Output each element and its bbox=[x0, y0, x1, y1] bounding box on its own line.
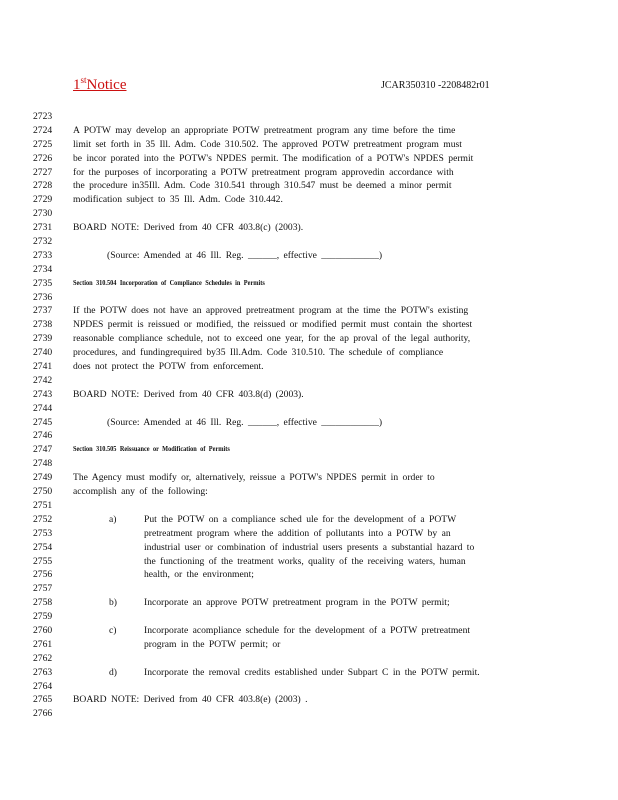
list-item-text: the functioning of the treatment works, quality of the receiving waters, human bbox=[144, 555, 466, 567]
document-line bbox=[33, 707, 593, 721]
document-line bbox=[33, 610, 593, 624]
document-line bbox=[33, 693, 593, 707]
line-number: 2742 bbox=[33, 374, 53, 386]
line-text: BOARD NOTE: Derived from 40 CFR 403.8(e) (2003) . bbox=[73, 694, 308, 706]
line-number: 2725 bbox=[33, 138, 53, 150]
document-line bbox=[33, 471, 593, 485]
document-line bbox=[33, 416, 593, 430]
line-number: 2754 bbox=[33, 541, 53, 553]
line-number: 2726 bbox=[33, 152, 53, 164]
line-number: 2764 bbox=[33, 680, 53, 692]
document-line bbox=[33, 360, 593, 374]
document-line bbox=[33, 638, 593, 652]
line-text: If the POTW does not have an approved pretreatment program at the time the POTW's existing bbox=[73, 305, 469, 317]
line-text: The Agency must modify or, alternatively, reissue a POTW's NPDES permit in order to bbox=[73, 472, 435, 484]
jcar-code: JCAR350310 -2208482r01 bbox=[381, 80, 490, 91]
line-number: 2751 bbox=[33, 499, 53, 511]
document-line bbox=[33, 263, 593, 277]
list-item-label: a) bbox=[109, 513, 117, 525]
line-number: 2724 bbox=[33, 124, 53, 136]
list-item-label: b) bbox=[109, 597, 117, 609]
line-number: 2759 bbox=[33, 611, 53, 623]
document-line bbox=[33, 304, 593, 318]
line-number: 2735 bbox=[33, 277, 53, 289]
document-line bbox=[33, 582, 593, 596]
document-line bbox=[33, 235, 593, 249]
list-item-label: d) bbox=[109, 666, 117, 678]
document-line bbox=[33, 124, 593, 138]
list-item-label: c) bbox=[109, 624, 117, 636]
document-line bbox=[33, 291, 593, 305]
document-line bbox=[33, 652, 593, 666]
line-text: reasonable compliance schedule, not to exceed one year, for the ap proval of the legal authority, bbox=[73, 333, 471, 345]
source-note: (Source: Amended at 46 Ill. Reg. ______, effective ____________) bbox=[107, 249, 383, 261]
line-text: BOARD NOTE: Derived from 40 CFR 403.8(d) (2003). bbox=[73, 388, 304, 400]
line-number: 2761 bbox=[33, 638, 53, 650]
document-line bbox=[33, 624, 593, 638]
line-text: limit set forth in 35 Ill. Adm. Code 310.502. The approved POTW pretreatment program must bbox=[73, 138, 462, 150]
list-item-text: Incorporate an approve POTW pretreatment program in the POTW permit; bbox=[144, 597, 450, 609]
line-number: 2750 bbox=[33, 486, 53, 498]
line-number: 2752 bbox=[33, 513, 53, 525]
line-number: 2727 bbox=[33, 166, 53, 178]
line-number: 2734 bbox=[33, 263, 53, 275]
line-number: 2729 bbox=[33, 194, 53, 206]
line-number: 2747 bbox=[33, 444, 53, 456]
line-number: 2746 bbox=[33, 430, 53, 442]
line-number: 2723 bbox=[33, 111, 53, 122]
document-line bbox=[33, 388, 593, 402]
line-number: 2736 bbox=[33, 291, 53, 303]
list-item-text: Incorporate acompliance schedule for the development of a POTW pretreatment bbox=[144, 624, 471, 636]
line-number: 2765 bbox=[33, 694, 53, 706]
line-number: 2757 bbox=[33, 583, 53, 595]
document-line bbox=[33, 541, 593, 555]
line-number: 2743 bbox=[33, 388, 53, 400]
line-number: 2748 bbox=[33, 458, 53, 470]
document-line bbox=[33, 346, 593, 360]
document-line bbox=[33, 499, 593, 513]
document-line bbox=[33, 138, 593, 152]
document-line bbox=[33, 457, 593, 471]
line-number: 2731 bbox=[33, 222, 53, 234]
list-item-text: program in the POTW permit; or bbox=[144, 638, 281, 650]
source-note: (Source: Amended at 46 Ill. Reg. ______, effective ____________) bbox=[107, 416, 383, 428]
line-text: accomplish any of the following: bbox=[73, 486, 208, 498]
list-item-text: industrial user or combination of industrial users presents a substantial hazard to bbox=[144, 541, 475, 553]
line-text: modification subject to 35 Ill. Adm. Code 310.442. bbox=[73, 194, 283, 206]
line-number: 2740 bbox=[33, 347, 53, 359]
line-number: 2733 bbox=[33, 249, 53, 261]
document-line bbox=[33, 527, 593, 541]
document-line bbox=[33, 110, 593, 124]
document-line bbox=[33, 443, 593, 457]
line-text: the procedure in35Ill. Adm. Code 310.541 through 310.547 must be deemed a minor permit bbox=[73, 180, 452, 192]
line-number: 2739 bbox=[33, 333, 53, 345]
line-number: 2762 bbox=[33, 652, 53, 664]
document-line bbox=[33, 249, 593, 263]
section-heading: Section 310.504 Incorporation of Compliance Schedules in Permits bbox=[73, 278, 265, 287]
document-line bbox=[33, 166, 593, 180]
document-line bbox=[33, 568, 593, 582]
line-number: 2763 bbox=[33, 666, 53, 678]
line-text: does not protect the POTW from enforcement. bbox=[73, 361, 264, 373]
document-line bbox=[33, 666, 593, 680]
document-line bbox=[33, 318, 593, 332]
line-number: 2760 bbox=[33, 624, 53, 636]
document-line bbox=[33, 221, 593, 235]
document-line bbox=[33, 596, 593, 610]
line-number: 2741 bbox=[33, 361, 53, 373]
document-body bbox=[33, 110, 593, 721]
document-line bbox=[33, 193, 593, 207]
document-line bbox=[33, 680, 593, 694]
line-text: procedures, and fundingrequired by35 Ill.Adm. Code 310.510. The schedule of compliance bbox=[73, 347, 444, 359]
line-text: NPDES permit is reissued or modified, the reissued or modified permit must contain the shortest bbox=[73, 319, 473, 331]
document-line bbox=[33, 429, 593, 443]
notice-heading: 1stNotice bbox=[73, 75, 127, 93]
line-text: be incor porated into the POTW's NPDES permit. The modification of a POTW's NPDES permit bbox=[73, 152, 474, 164]
line-number: 2738 bbox=[33, 319, 53, 331]
line-number: 2753 bbox=[33, 527, 53, 539]
list-item-text: pretreatment program where the addition of pollutants into a POTW by an bbox=[144, 527, 451, 539]
document-line bbox=[33, 277, 593, 291]
document-line bbox=[33, 402, 593, 416]
document-line bbox=[33, 179, 593, 193]
document-line bbox=[33, 555, 593, 569]
line-text: for the purposes of incorporating a POTW pretreatment program approvedin accordance with bbox=[73, 166, 454, 178]
document-line bbox=[33, 513, 593, 527]
line-number: 2728 bbox=[33, 180, 53, 192]
line-text: A POTW may develop an appropriate POTW pretreatment program any time before the time bbox=[73, 124, 456, 136]
document-line bbox=[33, 485, 593, 499]
line-number: 2745 bbox=[33, 416, 53, 428]
line-text: BOARD NOTE: Derived from 40 CFR 403.8(c) (2003). bbox=[73, 222, 304, 234]
line-number: 2766 bbox=[33, 708, 53, 720]
line-number: 2744 bbox=[33, 402, 53, 414]
document-line bbox=[33, 207, 593, 221]
list-item-text: Put the POTW on a compliance sched ule for the development of a POTW bbox=[144, 513, 457, 525]
line-number: 2756 bbox=[33, 569, 53, 581]
line-number: 2755 bbox=[33, 555, 53, 567]
list-item-text: health, or the environment; bbox=[144, 569, 254, 581]
document-line bbox=[33, 152, 593, 166]
line-number: 2749 bbox=[33, 472, 53, 484]
list-item-text: Incorporate the removal credits established under Subpart C in the POTW permit. bbox=[144, 666, 480, 678]
document-line bbox=[33, 332, 593, 346]
document-line bbox=[33, 374, 593, 388]
section-heading: Section 310.505 Reissuance or Modification of Permits bbox=[73, 445, 230, 454]
line-number: 2737 bbox=[33, 305, 53, 317]
line-number: 2758 bbox=[33, 597, 53, 609]
line-number: 2732 bbox=[33, 236, 53, 248]
line-number: 2730 bbox=[33, 208, 53, 220]
